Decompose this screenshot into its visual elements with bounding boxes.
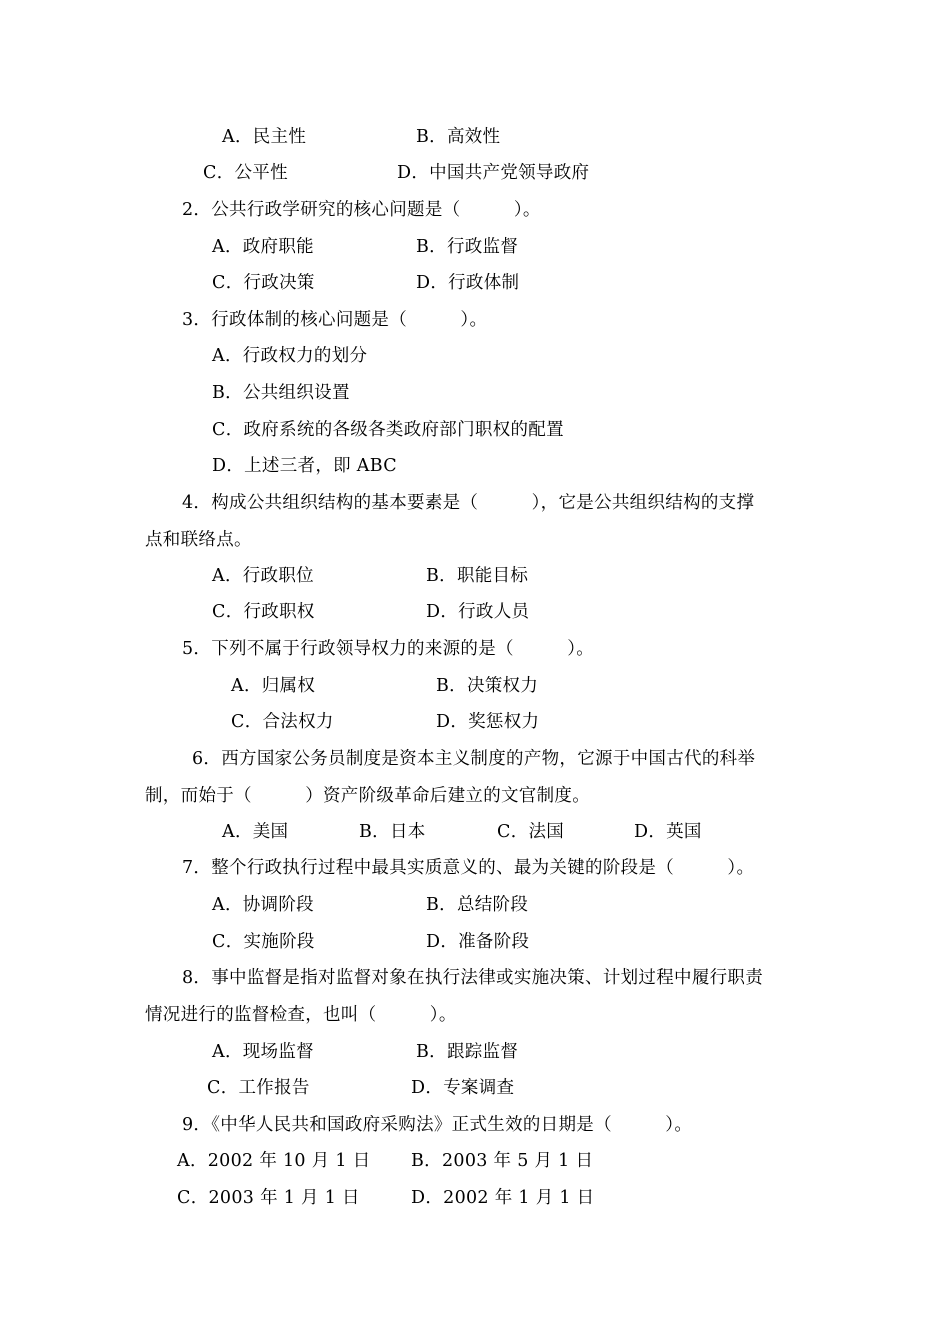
q3-option-a: A．行政权力的划分 xyxy=(212,346,368,366)
q7-option-d: D．准备阶段 xyxy=(426,932,530,952)
q8-option-d: D．专案调查 xyxy=(411,1078,515,1098)
q9-option-c: C．2003 年 1 月 1 日 xyxy=(177,1188,360,1208)
q4-stem-line1: 4．构成公共组织结构的基本要素是（ ），它是公共组织结构的支撑 xyxy=(182,493,755,513)
q9-option-b: B．2003 年 5 月 1 日 xyxy=(411,1151,594,1171)
q2-option-c: C．行政决策 xyxy=(212,273,315,293)
q9-option-d: D．2002 年 1 月 1 日 xyxy=(411,1188,595,1208)
q8-stem-line2: 情况进行的监督检查，也叫（ ）。 xyxy=(145,1005,457,1025)
q1-option-d: D．中国共产党领导政府 xyxy=(397,163,590,183)
q6-stem-line1: 6．西方国家公务员制度是资本主义制度的产物，它源于中国古代的科举 xyxy=(192,749,756,769)
q6-option-a: A．美国 xyxy=(222,822,289,842)
q2-stem: 2．公共行政学研究的核心问题是（ ）。 xyxy=(182,200,541,220)
q8-option-a: A．现场监督 xyxy=(212,1042,314,1062)
q4-option-c: C．行政职权 xyxy=(212,602,315,622)
q3-option-b: B．公共组织设置 xyxy=(212,383,350,403)
q6-stem-line2: 制，而始于（ ）资产阶级革命后建立的文官制度。 xyxy=(145,786,590,806)
q1-option-b: B．高效性 xyxy=(416,127,501,147)
q3-stem: 3．行政体制的核心问题是（ ）。 xyxy=(182,310,488,330)
q1-option-c: C．公平性 xyxy=(203,163,288,183)
q8-option-b: B．跟踪监督 xyxy=(416,1042,519,1062)
q2-option-d: D．行政体制 xyxy=(416,273,520,293)
q7-option-b: B．总结阶段 xyxy=(426,895,529,915)
q2-option-a: A．政府职能 xyxy=(212,237,314,257)
q3-option-d: D．上述三者，即 ABC xyxy=(212,456,397,476)
q7-stem: 7．整个行政执行过程中最具实质意义的、最为关键的阶段是（ ）。 xyxy=(182,858,755,878)
q4-option-b: B．职能目标 xyxy=(426,566,529,586)
q3-option-c: C．政府系统的各级各类政府部门职权的配置 xyxy=(212,420,564,440)
q4-stem-line2: 点和联络点。 xyxy=(145,530,252,550)
q5-option-d: D．奖惩权力 xyxy=(436,712,540,732)
q6-option-d: D．英国 xyxy=(634,822,702,842)
q5-stem: 5．下列不属于行政领导权力的来源的是（ ）。 xyxy=(182,639,595,659)
q6-option-b: B．日本 xyxy=(359,822,426,842)
q9-option-a: A．2002 年 10 月 1 日 xyxy=(177,1151,371,1171)
q5-option-b: B．决策权力 xyxy=(436,676,539,696)
q5-option-c: C．合法权力 xyxy=(231,712,334,732)
q8-option-c: C．工作报告 xyxy=(207,1078,310,1098)
q1-option-a: A．民主性 xyxy=(222,127,307,147)
q9-stem: 9．《中华人民共和国政府采购法》正式生效的日期是（ ）。 xyxy=(182,1115,693,1135)
q6-option-c: C．法国 xyxy=(497,822,565,842)
q7-option-a: A．协调阶段 xyxy=(212,895,314,915)
q7-option-c: C．实施阶段 xyxy=(212,932,315,952)
q8-stem-line1: 8．事中监督是指对监督对象在执行法律或实施决策、计划过程中履行职责 xyxy=(182,968,764,988)
q5-option-a: A．归属权 xyxy=(231,676,316,696)
q4-option-a: A．行政职位 xyxy=(212,566,314,586)
q2-option-b: B．行政监督 xyxy=(416,237,519,257)
q4-option-d: D．行政人员 xyxy=(426,602,530,622)
